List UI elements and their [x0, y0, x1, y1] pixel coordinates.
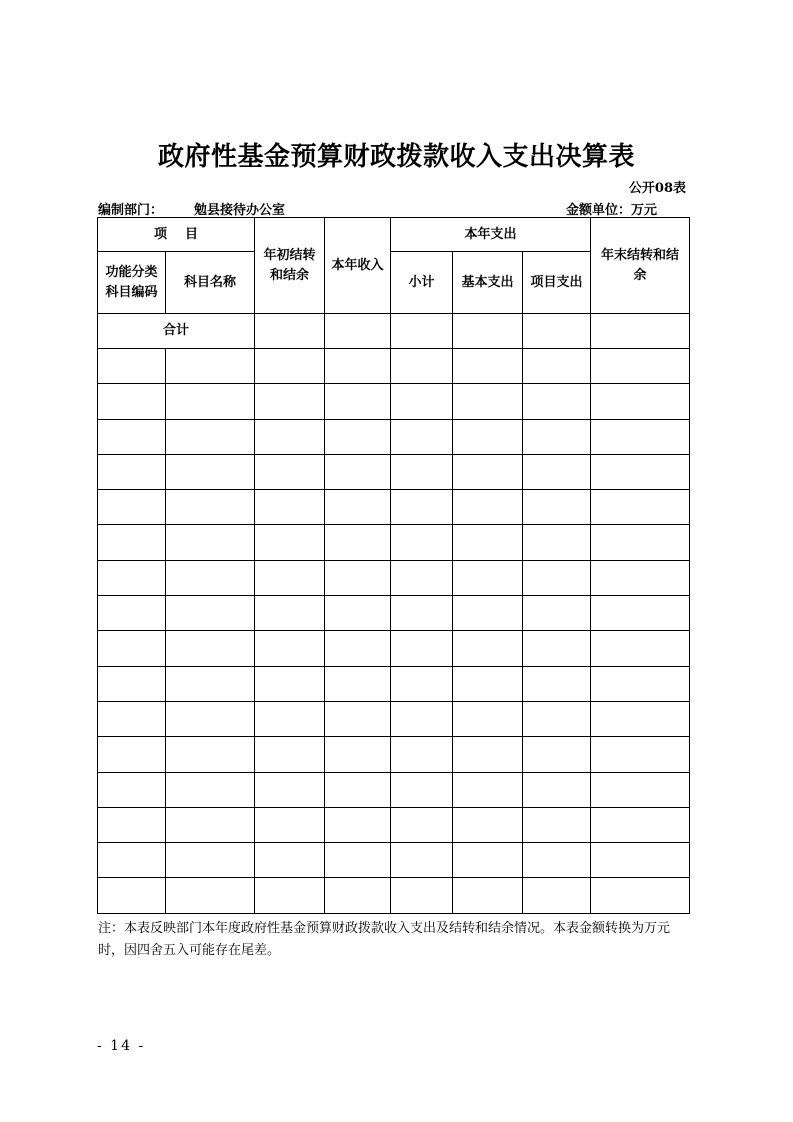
table-cell	[453, 384, 523, 419]
table-cell	[453, 631, 523, 666]
table-cell	[98, 701, 166, 736]
total-label: 合计	[98, 314, 255, 349]
header-project-expense: 项目支出	[523, 252, 591, 314]
table-cell	[255, 701, 325, 736]
table-cell	[391, 772, 453, 807]
total-row	[98, 314, 690, 349]
table-cell	[453, 666, 523, 701]
header-subject-name: 科目名称	[166, 252, 255, 314]
table-cell	[523, 525, 591, 560]
table-cell	[255, 878, 325, 913]
table-cell	[325, 384, 391, 419]
table-row	[98, 419, 690, 454]
table-cell	[166, 807, 255, 842]
table-row	[98, 666, 690, 701]
table-cell	[523, 878, 591, 913]
table-cell	[591, 843, 690, 878]
table-cell	[523, 349, 591, 384]
table-cell	[391, 419, 453, 454]
table-cell	[98, 878, 166, 913]
table-cell	[523, 490, 591, 525]
table-cell	[453, 419, 523, 454]
table-cell	[325, 525, 391, 560]
table-cell	[591, 349, 690, 384]
table-cell	[391, 737, 453, 772]
table-cell	[325, 666, 391, 701]
total-cell	[391, 314, 453, 349]
table-cell	[523, 560, 591, 595]
table-row	[98, 596, 690, 631]
table-cell	[255, 596, 325, 631]
table-cell	[523, 454, 591, 489]
table-cell	[166, 843, 255, 878]
table-cell	[453, 349, 523, 384]
header-expense-group: 本年支出	[391, 218, 591, 252]
table-cell	[453, 454, 523, 489]
table-cell	[325, 419, 391, 454]
table-cell	[523, 596, 591, 631]
table-cell	[391, 666, 453, 701]
header-begin-balance: 年初结转和结余	[255, 218, 325, 314]
table-cell	[453, 596, 523, 631]
table-cell	[325, 454, 391, 489]
budget-table	[97, 217, 690, 914]
table-cell	[391, 878, 453, 913]
table-cell	[98, 807, 166, 842]
table-cell	[523, 666, 591, 701]
table-cell	[166, 525, 255, 560]
table-row	[98, 843, 690, 878]
dept-value: 勉县接待办公室	[194, 203, 286, 218]
table-cell	[453, 737, 523, 772]
table-row	[98, 525, 690, 560]
table-cell	[325, 631, 391, 666]
table-cell	[523, 737, 591, 772]
table-cell	[98, 525, 166, 560]
table-cell	[325, 490, 391, 525]
table-cell	[453, 807, 523, 842]
header-basic-expense: 基本支出	[453, 252, 523, 314]
table-cell	[325, 701, 391, 736]
table-cell	[98, 349, 166, 384]
table-cell	[98, 843, 166, 878]
table-cell	[98, 454, 166, 489]
table-cell	[391, 560, 453, 595]
table-cell	[166, 772, 255, 807]
table-cell	[591, 772, 690, 807]
table-cell	[98, 737, 166, 772]
footnote: 注：本表反映部门本年度政府性基金预算财政拨款收入支出及结转和结余情况。本表金额转换为万元时，因四舍五入可能存在尾差。	[98, 921, 671, 958]
table-cell	[591, 737, 690, 772]
table-cell	[523, 631, 591, 666]
table-cell	[591, 419, 690, 454]
table-cell	[523, 772, 591, 807]
table-row	[98, 560, 690, 595]
table-cell	[255, 490, 325, 525]
table-row	[98, 384, 690, 419]
table-cell	[591, 631, 690, 666]
page-title: 政府性基金预算财政拨款收入支出决算表	[157, 142, 635, 172]
table-row	[98, 631, 690, 666]
table-cell	[166, 419, 255, 454]
total-cell	[325, 314, 391, 349]
table-cell	[166, 454, 255, 489]
table-cell	[166, 560, 255, 595]
table-cell	[391, 454, 453, 489]
table-cell	[166, 384, 255, 419]
table-cell	[325, 843, 391, 878]
table-cell	[255, 843, 325, 878]
header-item: 项 目	[98, 218, 255, 252]
table-cell	[591, 490, 690, 525]
table-cell	[98, 772, 166, 807]
table-cell	[325, 737, 391, 772]
table-cell	[523, 843, 591, 878]
table-cell	[325, 349, 391, 384]
table-cell	[591, 560, 690, 595]
table-cell	[166, 878, 255, 913]
table-cell	[523, 807, 591, 842]
header-func-code: 功能分类科目编码	[98, 252, 166, 314]
unit-label: 金额单位：万元	[566, 203, 658, 218]
table-cell	[166, 596, 255, 631]
table-cell	[591, 384, 690, 419]
table-cell	[255, 560, 325, 595]
table-cell	[325, 596, 391, 631]
table-cell	[98, 560, 166, 595]
table-cell	[523, 384, 591, 419]
table-cell	[591, 807, 690, 842]
form-code: 公开08表	[628, 181, 686, 196]
table-cell	[255, 349, 325, 384]
table-cell	[453, 878, 523, 913]
table-cell	[391, 701, 453, 736]
table-cell	[255, 454, 325, 489]
table-cell	[98, 384, 166, 419]
header-end-balance: 年末结转和结余	[591, 218, 690, 314]
table-cell	[391, 384, 453, 419]
table-cell	[325, 807, 391, 842]
table-cell	[325, 772, 391, 807]
table-cell	[591, 666, 690, 701]
table-cell	[98, 631, 166, 666]
table-cell	[325, 878, 391, 913]
table-cell	[166, 631, 255, 666]
page-number: - 14 -	[97, 1038, 146, 1054]
table-cell	[255, 384, 325, 419]
table-row	[98, 454, 690, 489]
table-cell	[453, 560, 523, 595]
table-cell	[325, 560, 391, 595]
table-row	[98, 807, 690, 842]
table-cell	[523, 701, 591, 736]
table-cell	[523, 419, 591, 454]
table-cell	[591, 878, 690, 913]
table-cell	[255, 772, 325, 807]
table-cell	[453, 701, 523, 736]
table-cell	[98, 419, 166, 454]
table-cell	[255, 737, 325, 772]
table-cell	[591, 525, 690, 560]
table-cell	[166, 666, 255, 701]
total-cell	[591, 314, 690, 349]
table-cell	[166, 490, 255, 525]
table-cell	[255, 419, 325, 454]
table-cell	[98, 666, 166, 701]
table-cell	[453, 525, 523, 560]
table-row	[98, 701, 690, 736]
table-row	[98, 772, 690, 807]
table-cell	[391, 490, 453, 525]
table-cell	[166, 349, 255, 384]
table-row	[98, 349, 690, 384]
header-subtotal: 小计	[391, 252, 453, 314]
total-cell	[255, 314, 325, 349]
table-cell	[391, 631, 453, 666]
table-cell	[391, 843, 453, 878]
total-cell	[523, 314, 591, 349]
table-cell	[166, 737, 255, 772]
table-cell	[255, 631, 325, 666]
table-cell	[591, 454, 690, 489]
table-row	[98, 737, 690, 772]
table-cell	[255, 525, 325, 560]
table-cell	[255, 807, 325, 842]
table-cell	[391, 349, 453, 384]
table-cell	[453, 772, 523, 807]
table-cell	[391, 807, 453, 842]
total-cell	[453, 314, 523, 349]
table-cell	[453, 843, 523, 878]
table-cell	[591, 596, 690, 631]
table-row	[98, 490, 690, 525]
table-cell	[98, 490, 166, 525]
data-rows	[98, 349, 690, 914]
header-income: 本年收入	[325, 218, 391, 314]
table-cell	[453, 490, 523, 525]
table-cell	[255, 666, 325, 701]
table-cell	[591, 701, 690, 736]
dept-label: 编制部门：	[98, 203, 164, 218]
table-cell	[166, 701, 255, 736]
table-row	[98, 878, 690, 913]
table-cell	[391, 525, 453, 560]
table-cell	[391, 596, 453, 631]
table-cell	[98, 596, 166, 631]
